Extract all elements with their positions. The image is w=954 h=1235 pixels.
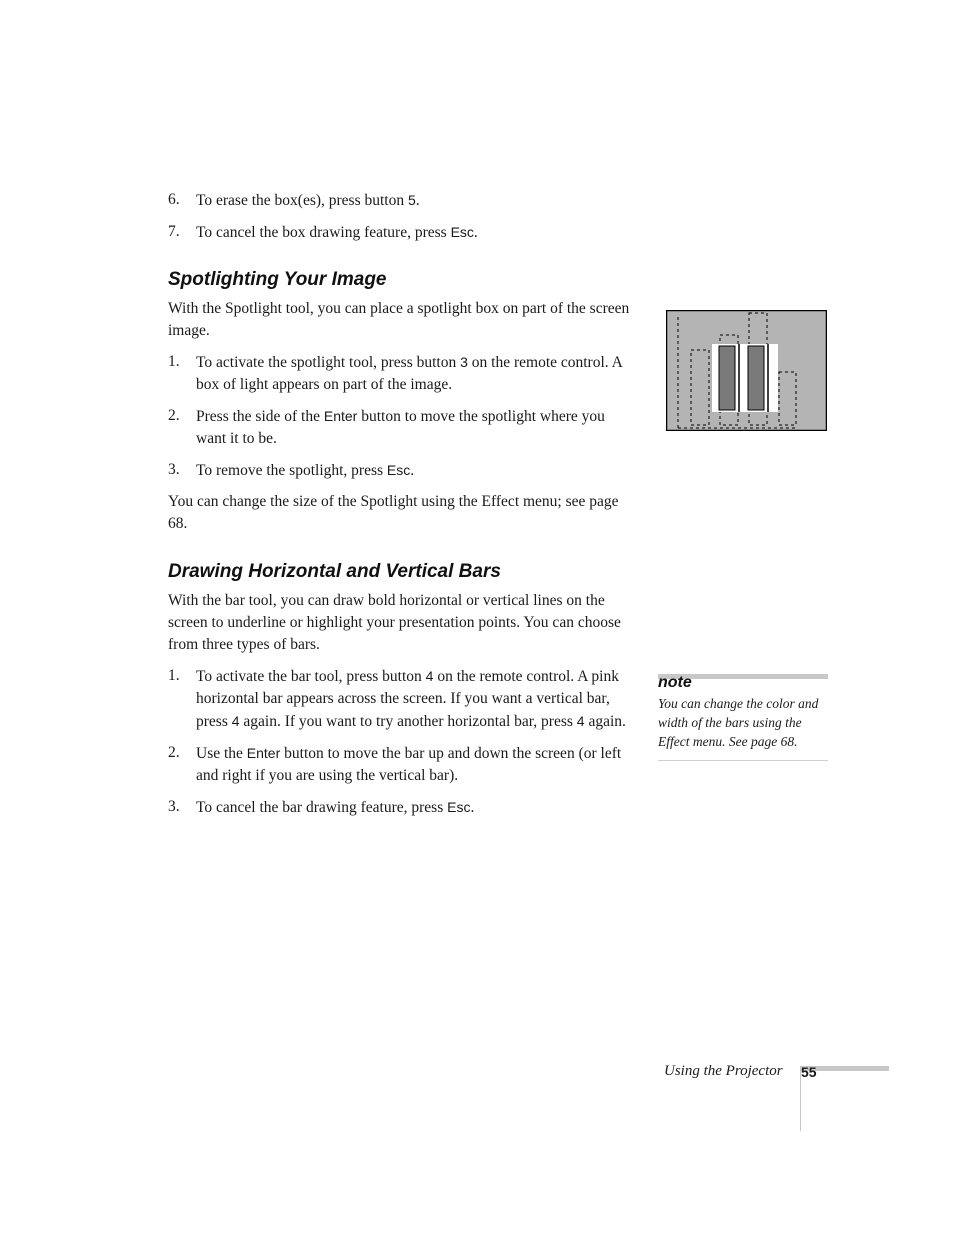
spotlight-intro: With the Spotlight tool, you can place a spotlight box on part of the screen image. (168, 300, 630, 339)
highlighted-bar (719, 346, 735, 410)
note-body: You can change the color and width of the bars using the Effect menu. See page 68. (658, 694, 828, 761)
key-label: 4 (576, 713, 585, 729)
bars-step-3 (168, 796, 632, 819)
spotlight-illustration (666, 310, 827, 431)
highlighted-bar (748, 346, 764, 410)
step-text: To activate the bar tool, press button (196, 668, 426, 685)
note-box (658, 674, 828, 761)
bars-step-2 (168, 742, 632, 787)
step-number: 6. (168, 191, 180, 208)
step-text: again. If you want to try another horizontal bar, press (239, 713, 577, 730)
step-text-end: on the remote control. A box of light appears on part of the image. (196, 354, 623, 393)
step-cancel-box (168, 221, 632, 244)
step-number: 3. (168, 461, 180, 478)
section-heading-bars: Drawing Horizontal and Vertical Bars (168, 561, 501, 582)
main-column (168, 189, 632, 828)
spotlight-outro: You can change the size of the Spotlight using the Effect menu; see page 68. (168, 493, 619, 532)
bars-intro: With the bar tool, you can draw bold horizontal or vertical lines on the screen to underline or highlight your presentation points. You can choose from three types of bars. (168, 592, 621, 653)
step-text: Press the side of the (196, 408, 324, 425)
bars-step-1 (168, 665, 632, 733)
step-text: To cancel the bar drawing feature, press (196, 799, 448, 816)
key-label: Esc (447, 799, 471, 815)
step-number: 2. (168, 744, 180, 761)
key-label: 4 (425, 668, 434, 684)
key-label: Enter (246, 745, 281, 761)
step-number: 1. (168, 667, 180, 684)
key-label: 4 (231, 713, 240, 729)
key-label: Esc (450, 224, 474, 240)
step-text: To activate the spotlight tool, press button (196, 354, 461, 371)
section-heading-spotlight: Spotlighting Your Image (168, 269, 387, 290)
spotlight-step-3 (168, 459, 632, 482)
step-text-end: . (410, 462, 415, 479)
step-number: 1. (168, 353, 180, 370)
footer-section-title: Using the Projector (664, 1063, 783, 1079)
step-number: 2. (168, 407, 180, 424)
spotlight-step-2 (168, 405, 632, 450)
step-text-end: button to move the spotlight where you want it to be. (196, 408, 605, 447)
spotlight-illustration-svg (666, 310, 827, 431)
step-erase-boxes (168, 189, 632, 212)
footer-vertical-rule (800, 1071, 801, 1131)
step-text-end: button to move the bar up and down the screen (or left and right if you are using the vertical bar). (196, 745, 622, 784)
step-number: 7. (168, 223, 180, 240)
spotlight-step-1 (168, 351, 632, 396)
note-title: note (658, 674, 692, 691)
step-text: on the remote control. A pink horizontal bar appears across the screen. If you want a vertical bar, press (196, 668, 619, 730)
step-number: 3. (168, 798, 180, 815)
step-text: To remove the spotlight, press (196, 462, 387, 479)
step-text-end: again. (584, 713, 626, 730)
page-number: 55 (801, 1064, 817, 1080)
key-label: Esc (386, 462, 411, 478)
step-text-end: . (415, 192, 420, 209)
step-text-end: . (473, 224, 478, 241)
step-text: Use the (196, 745, 247, 762)
key-label: 3 (460, 354, 468, 370)
step-text-end: . (470, 799, 475, 816)
step-text: To erase the box(es), press button (196, 192, 408, 209)
key-label: Enter (323, 408, 358, 424)
key-label: 5 (407, 192, 416, 208)
step-text: To cancel the box drawing feature, press (196, 224, 451, 241)
